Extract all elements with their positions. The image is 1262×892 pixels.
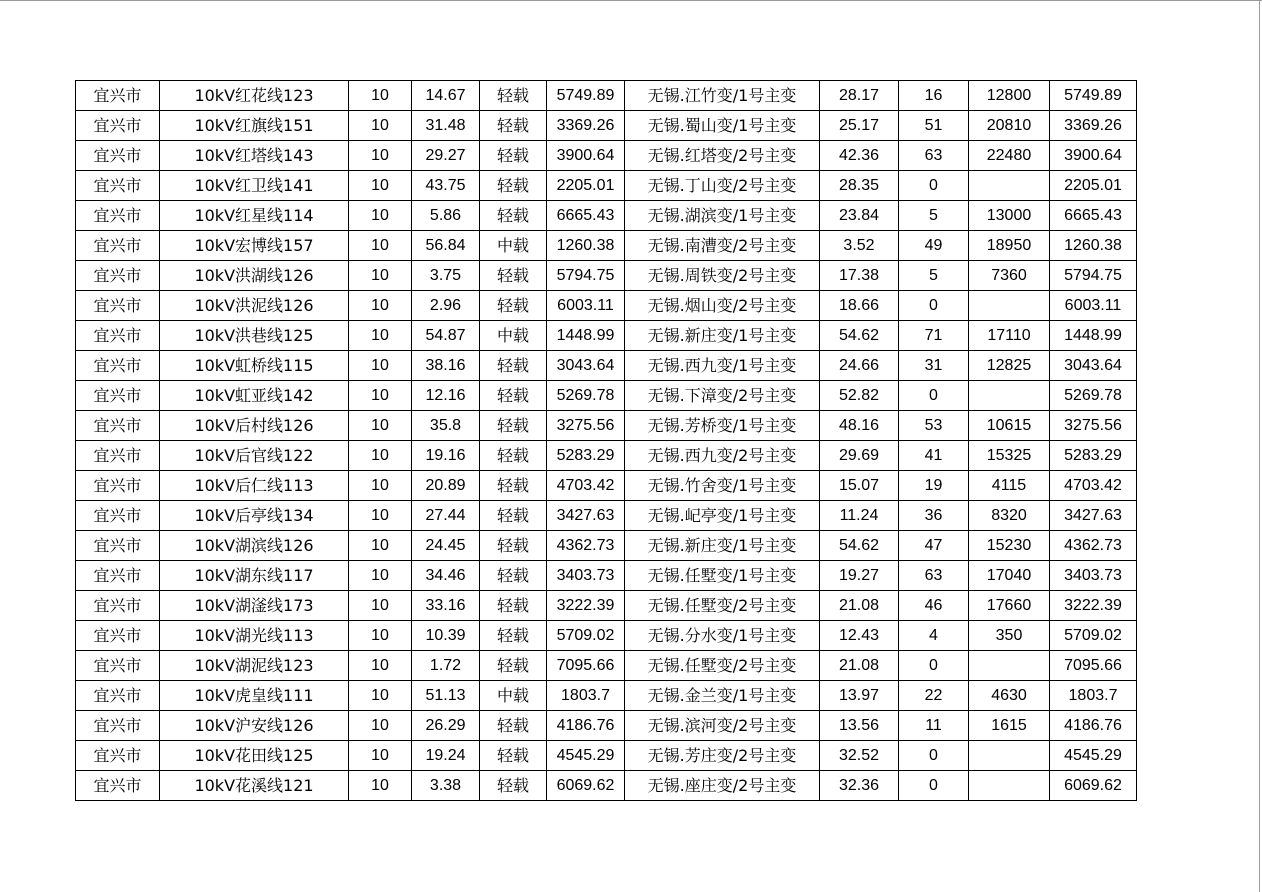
available-capacity-cell: 5794.75 (1050, 261, 1137, 291)
transformer-load-cell: 48.16 (820, 411, 899, 441)
available-capacity-cell: 3900.64 (1050, 141, 1137, 171)
user-count-cell: 16 (899, 81, 969, 111)
capacity-cell: 22480 (969, 141, 1050, 171)
user-count-cell: 51 (899, 111, 969, 141)
capacity-margin-cell: 6003.11 (547, 291, 625, 321)
transformer-cell: 无锡.西九变/1号主变 (625, 351, 820, 381)
voltage-cell: 10 (349, 771, 412, 801)
table-row (76, 411, 1137, 441)
transformer-cell: 无锡.湖滨变/1号主变 (625, 201, 820, 231)
transformer-load-cell: 52.82 (820, 381, 899, 411)
capacity-margin-cell: 5709.02 (547, 621, 625, 651)
load-rate-cell: 26.29 (412, 711, 480, 741)
city-cell: 宜兴市 (76, 321, 160, 351)
user-count-cell: 71 (899, 321, 969, 351)
transformer-cell: 无锡.芳庄变/2号主变 (625, 741, 820, 771)
capacity-cell: 4115 (969, 471, 1050, 501)
capacity-cell: 15230 (969, 531, 1050, 561)
line-name-cell: 10kV后村线126 (160, 411, 349, 441)
line-name-cell: 10kV湖泥线123 (160, 651, 349, 681)
capacity-margin-cell: 1448.99 (547, 321, 625, 351)
table-row (76, 711, 1137, 741)
available-capacity-cell: 2205.01 (1050, 171, 1137, 201)
line-name-cell: 10kV后亭线134 (160, 501, 349, 531)
transformer-load-cell: 17.38 (820, 261, 899, 291)
load-status-cell: 轻载 (480, 111, 547, 141)
available-capacity-cell: 6003.11 (1050, 291, 1137, 321)
transformer-cell: 无锡.竹舍变/1号主变 (625, 471, 820, 501)
load-rate-cell: 19.24 (412, 741, 480, 771)
available-capacity-cell: 1260.38 (1050, 231, 1137, 261)
line-name-cell: 10kV红星线114 (160, 201, 349, 231)
line-name-cell: 10kV花田线125 (160, 741, 349, 771)
table-row (76, 531, 1137, 561)
transformer-cell: 无锡.屺亭变/1号主变 (625, 501, 820, 531)
load-rate-cell: 35.8 (412, 411, 480, 441)
available-capacity-cell: 5709.02 (1050, 621, 1137, 651)
transformer-load-cell: 18.66 (820, 291, 899, 321)
line-name-cell: 10kV红旗线151 (160, 111, 349, 141)
transformer-load-cell: 12.43 (820, 621, 899, 651)
line-name-cell: 10kV湖光线113 (160, 621, 349, 651)
voltage-cell: 10 (349, 441, 412, 471)
load-status-cell: 中载 (480, 231, 547, 261)
transformer-load-cell: 32.36 (820, 771, 899, 801)
available-capacity-cell: 4362.73 (1050, 531, 1137, 561)
user-count-cell: 22 (899, 681, 969, 711)
voltage-cell: 10 (349, 231, 412, 261)
voltage-cell: 10 (349, 171, 412, 201)
city-cell: 宜兴市 (76, 621, 160, 651)
load-status-cell: 轻载 (480, 261, 547, 291)
table-row (76, 681, 1137, 711)
load-status-cell: 轻载 (480, 621, 547, 651)
table-row (76, 291, 1137, 321)
user-count-cell: 4 (899, 621, 969, 651)
capacity-cell: 4630 (969, 681, 1050, 711)
table-row (76, 381, 1137, 411)
load-rate-cell: 2.96 (412, 291, 480, 321)
load-status-cell: 轻载 (480, 561, 547, 591)
available-capacity-cell: 3369.26 (1050, 111, 1137, 141)
capacity-cell: 350 (969, 621, 1050, 651)
voltage-cell: 10 (349, 381, 412, 411)
capacity-margin-cell: 4362.73 (547, 531, 625, 561)
voltage-cell: 10 (349, 111, 412, 141)
transformer-cell: 无锡.蜀山变/1号主变 (625, 111, 820, 141)
page-top-border (0, 0, 1262, 1)
available-capacity-cell: 1803.7 (1050, 681, 1137, 711)
transformer-cell: 无锡.江竹变/1号主变 (625, 81, 820, 111)
transformer-cell: 无锡.新庄变/1号主变 (625, 531, 820, 561)
transformer-load-cell: 32.52 (820, 741, 899, 771)
table-row (76, 561, 1137, 591)
table-row (76, 771, 1137, 801)
transformer-cell: 无锡.南漕变/2号主变 (625, 231, 820, 261)
line-name-cell: 10kV宏博线157 (160, 231, 349, 261)
table-row (76, 591, 1137, 621)
voltage-cell: 10 (349, 321, 412, 351)
load-status-cell: 轻载 (480, 351, 547, 381)
load-rate-cell: 3.75 (412, 261, 480, 291)
transformer-cell: 无锡.周铁变/2号主变 (625, 261, 820, 291)
load-rate-cell: 10.39 (412, 621, 480, 651)
load-rate-cell: 51.13 (412, 681, 480, 711)
user-count-cell: 63 (899, 141, 969, 171)
user-count-cell: 0 (899, 771, 969, 801)
user-count-cell: 5 (899, 261, 969, 291)
voltage-cell: 10 (349, 81, 412, 111)
city-cell: 宜兴市 (76, 651, 160, 681)
capacity-cell (969, 291, 1050, 321)
capacity-cell: 7360 (969, 261, 1050, 291)
city-cell: 宜兴市 (76, 501, 160, 531)
available-capacity-cell: 3043.64 (1050, 351, 1137, 381)
transformer-cell: 无锡.新庄变/1号主变 (625, 321, 820, 351)
voltage-cell: 10 (349, 681, 412, 711)
transformer-cell: 无锡.烟山变/2号主变 (625, 291, 820, 321)
voltage-cell: 10 (349, 561, 412, 591)
capacity-margin-cell: 4545.29 (547, 741, 625, 771)
load-status-cell: 轻载 (480, 441, 547, 471)
table-row (76, 741, 1137, 771)
transformer-cell: 无锡.任墅变/1号主变 (625, 561, 820, 591)
table-row (76, 171, 1137, 201)
capacity-cell: 8320 (969, 501, 1050, 531)
transformer-load-cell: 15.07 (820, 471, 899, 501)
city-cell: 宜兴市 (76, 171, 160, 201)
capacity-margin-cell: 5283.29 (547, 441, 625, 471)
capacity-margin-cell: 5749.89 (547, 81, 625, 111)
voltage-cell: 10 (349, 621, 412, 651)
load-status-cell: 轻载 (480, 381, 547, 411)
capacity-margin-cell: 3369.26 (547, 111, 625, 141)
load-status-cell: 轻载 (480, 171, 547, 201)
line-name-cell: 10kV红卫线141 (160, 171, 349, 201)
capacity-cell (969, 171, 1050, 201)
transformer-cell: 无锡.金兰变/1号主变 (625, 681, 820, 711)
load-rate-cell: 27.44 (412, 501, 480, 531)
user-count-cell: 53 (899, 411, 969, 441)
user-count-cell: 63 (899, 561, 969, 591)
transformer-load-cell: 28.35 (820, 171, 899, 201)
user-count-cell: 0 (899, 291, 969, 321)
load-rate-cell: 20.89 (412, 471, 480, 501)
transformer-cell: 无锡.任墅变/2号主变 (625, 591, 820, 621)
city-cell: 宜兴市 (76, 141, 160, 171)
load-rate-cell: 31.48 (412, 111, 480, 141)
voltage-cell: 10 (349, 141, 412, 171)
capacity-cell: 17110 (969, 321, 1050, 351)
user-count-cell: 5 (899, 201, 969, 231)
user-count-cell: 0 (899, 741, 969, 771)
table-row (76, 501, 1137, 531)
capacity-margin-cell: 3900.64 (547, 141, 625, 171)
city-cell: 宜兴市 (76, 261, 160, 291)
city-cell: 宜兴市 (76, 411, 160, 441)
load-status-cell: 轻载 (480, 771, 547, 801)
available-capacity-cell: 4545.29 (1050, 741, 1137, 771)
transformer-cell: 无锡.下漳变/2号主变 (625, 381, 820, 411)
line-name-cell: 10kV花溪线121 (160, 771, 349, 801)
table-row (76, 201, 1137, 231)
load-status-cell: 中载 (480, 321, 547, 351)
capacity-margin-cell: 6069.62 (547, 771, 625, 801)
load-rate-cell: 19.16 (412, 441, 480, 471)
transformer-load-cell: 21.08 (820, 651, 899, 681)
city-cell: 宜兴市 (76, 591, 160, 621)
transformer-load-cell: 28.17 (820, 81, 899, 111)
city-cell: 宜兴市 (76, 351, 160, 381)
user-count-cell: 0 (899, 381, 969, 411)
capacity-margin-cell: 3275.56 (547, 411, 625, 441)
transformer-cell: 无锡.西九变/2号主变 (625, 441, 820, 471)
available-capacity-cell: 3403.73 (1050, 561, 1137, 591)
city-cell: 宜兴市 (76, 441, 160, 471)
available-capacity-cell: 5283.29 (1050, 441, 1137, 471)
table-row (76, 141, 1137, 171)
transformer-load-cell: 13.56 (820, 711, 899, 741)
load-status-cell: 轻载 (480, 471, 547, 501)
city-cell: 宜兴市 (76, 201, 160, 231)
capacity-margin-cell: 3403.73 (547, 561, 625, 591)
transformer-cell: 无锡.丁山变/2号主变 (625, 171, 820, 201)
transformer-load-cell: 19.27 (820, 561, 899, 591)
capacity-margin-cell: 6665.43 (547, 201, 625, 231)
load-rate-cell: 29.27 (412, 141, 480, 171)
load-status-cell: 轻载 (480, 81, 547, 111)
load-rate-cell: 14.67 (412, 81, 480, 111)
capacity-margin-cell: 1803.7 (547, 681, 625, 711)
line-name-cell: 10kV洪巷线125 (160, 321, 349, 351)
transformer-cell: 无锡.红塔变/2号主变 (625, 141, 820, 171)
city-cell: 宜兴市 (76, 471, 160, 501)
page-right-border (1259, 0, 1260, 892)
table-row (76, 471, 1137, 501)
capacity-margin-cell: 5269.78 (547, 381, 625, 411)
line-name-cell: 10kV洪泥线126 (160, 291, 349, 321)
load-rate-cell: 12.16 (412, 381, 480, 411)
transformer-cell: 无锡.芳桥变/1号主变 (625, 411, 820, 441)
table-row (76, 321, 1137, 351)
feeder-load-table (75, 80, 1137, 801)
capacity-margin-cell: 1260.38 (547, 231, 625, 261)
user-count-cell: 31 (899, 351, 969, 381)
load-rate-cell: 33.16 (412, 591, 480, 621)
user-count-cell: 11 (899, 711, 969, 741)
available-capacity-cell: 5269.78 (1050, 381, 1137, 411)
transformer-load-cell: 54.62 (820, 321, 899, 351)
load-rate-cell: 34.46 (412, 561, 480, 591)
load-status-cell: 轻载 (480, 651, 547, 681)
table-row (76, 81, 1137, 111)
load-status-cell: 轻载 (480, 741, 547, 771)
available-capacity-cell: 4186.76 (1050, 711, 1137, 741)
city-cell: 宜兴市 (76, 741, 160, 771)
available-capacity-cell: 3222.39 (1050, 591, 1137, 621)
available-capacity-cell: 5749.89 (1050, 81, 1137, 111)
load-rate-cell: 1.72 (412, 651, 480, 681)
load-rate-cell: 5.86 (412, 201, 480, 231)
table-row (76, 111, 1137, 141)
voltage-cell: 10 (349, 591, 412, 621)
voltage-cell: 10 (349, 261, 412, 291)
available-capacity-cell: 3275.56 (1050, 411, 1137, 441)
line-name-cell: 10kV虹桥线115 (160, 351, 349, 381)
capacity-cell: 15325 (969, 441, 1050, 471)
capacity-cell: 18950 (969, 231, 1050, 261)
capacity-cell: 10615 (969, 411, 1050, 441)
load-rate-cell: 3.38 (412, 771, 480, 801)
load-rate-cell: 43.75 (412, 171, 480, 201)
table-row (76, 261, 1137, 291)
line-name-cell: 10kV后官线122 (160, 441, 349, 471)
capacity-margin-cell: 5794.75 (547, 261, 625, 291)
user-count-cell: 19 (899, 471, 969, 501)
table-row (76, 651, 1137, 681)
load-status-cell: 轻载 (480, 711, 547, 741)
capacity-cell: 20810 (969, 111, 1050, 141)
user-count-cell: 46 (899, 591, 969, 621)
transformer-cell: 无锡.任墅变/2号主变 (625, 651, 820, 681)
transformer-load-cell: 29.69 (820, 441, 899, 471)
city-cell: 宜兴市 (76, 291, 160, 321)
capacity-cell: 1615 (969, 711, 1050, 741)
line-name-cell: 10kV湖东线117 (160, 561, 349, 591)
voltage-cell: 10 (349, 351, 412, 381)
load-status-cell: 轻载 (480, 411, 547, 441)
capacity-margin-cell: 2205.01 (547, 171, 625, 201)
transformer-load-cell: 24.66 (820, 351, 899, 381)
transformer-cell: 无锡.座庄变/2号主变 (625, 771, 820, 801)
capacity-margin-cell: 4703.42 (547, 471, 625, 501)
table-row (76, 441, 1137, 471)
load-rate-cell: 54.87 (412, 321, 480, 351)
capacity-cell (969, 771, 1050, 801)
line-name-cell: 10kV湖滏线173 (160, 591, 349, 621)
transformer-load-cell: 42.36 (820, 141, 899, 171)
city-cell: 宜兴市 (76, 681, 160, 711)
city-cell: 宜兴市 (76, 81, 160, 111)
voltage-cell: 10 (349, 531, 412, 561)
table-body (76, 81, 1137, 801)
line-name-cell: 10kV洪湖线126 (160, 261, 349, 291)
city-cell: 宜兴市 (76, 711, 160, 741)
available-capacity-cell: 6069.62 (1050, 771, 1137, 801)
capacity-cell: 17660 (969, 591, 1050, 621)
load-rate-cell: 38.16 (412, 351, 480, 381)
available-capacity-cell: 1448.99 (1050, 321, 1137, 351)
line-name-cell: 10kV虎皇线111 (160, 681, 349, 711)
transformer-load-cell: 54.62 (820, 531, 899, 561)
available-capacity-cell: 3427.63 (1050, 501, 1137, 531)
voltage-cell: 10 (349, 501, 412, 531)
available-capacity-cell: 7095.66 (1050, 651, 1137, 681)
load-rate-cell: 56.84 (412, 231, 480, 261)
capacity-margin-cell: 4186.76 (547, 711, 625, 741)
line-name-cell: 10kV红塔线143 (160, 141, 349, 171)
city-cell: 宜兴市 (76, 381, 160, 411)
user-count-cell: 47 (899, 531, 969, 561)
transformer-load-cell: 23.84 (820, 201, 899, 231)
available-capacity-cell: 6665.43 (1050, 201, 1137, 231)
city-cell: 宜兴市 (76, 231, 160, 261)
capacity-cell: 12825 (969, 351, 1050, 381)
user-count-cell: 0 (899, 171, 969, 201)
capacity-cell (969, 651, 1050, 681)
load-status-cell: 轻载 (480, 501, 547, 531)
transformer-cell: 无锡.分水变/1号主变 (625, 621, 820, 651)
voltage-cell: 10 (349, 291, 412, 321)
load-status-cell: 轻载 (480, 141, 547, 171)
transformer-load-cell: 13.97 (820, 681, 899, 711)
transformer-load-cell: 25.17 (820, 111, 899, 141)
city-cell: 宜兴市 (76, 771, 160, 801)
voltage-cell: 10 (349, 741, 412, 771)
capacity-margin-cell: 3043.64 (547, 351, 625, 381)
load-status-cell: 轻载 (480, 201, 547, 231)
user-count-cell: 41 (899, 441, 969, 471)
line-name-cell: 10kV后仁线113 (160, 471, 349, 501)
capacity-margin-cell: 7095.66 (547, 651, 625, 681)
load-status-cell: 轻载 (480, 531, 547, 561)
capacity-cell: 12800 (969, 81, 1050, 111)
city-cell: 宜兴市 (76, 561, 160, 591)
table-row (76, 351, 1137, 381)
capacity-margin-cell: 3427.63 (547, 501, 625, 531)
user-count-cell: 36 (899, 501, 969, 531)
line-name-cell: 10kV虹亚线142 (160, 381, 349, 411)
city-cell: 宜兴市 (76, 531, 160, 561)
transformer-cell: 无锡.滨河变/2号主变 (625, 711, 820, 741)
capacity-cell (969, 381, 1050, 411)
capacity-cell: 17040 (969, 561, 1050, 591)
transformer-load-cell: 21.08 (820, 591, 899, 621)
user-count-cell: 49 (899, 231, 969, 261)
line-name-cell: 10kV沪安线126 (160, 711, 349, 741)
line-name-cell: 10kV红花线123 (160, 81, 349, 111)
available-capacity-cell: 4703.42 (1050, 471, 1137, 501)
city-cell: 宜兴市 (76, 111, 160, 141)
transformer-load-cell: 11.24 (820, 501, 899, 531)
voltage-cell: 10 (349, 711, 412, 741)
voltage-cell: 10 (349, 651, 412, 681)
load-rate-cell: 24.45 (412, 531, 480, 561)
user-count-cell: 0 (899, 651, 969, 681)
line-name-cell: 10kV湖滨线126 (160, 531, 349, 561)
load-status-cell: 中载 (480, 681, 547, 711)
transformer-load-cell: 3.52 (820, 231, 899, 261)
voltage-cell: 10 (349, 411, 412, 441)
capacity-margin-cell: 3222.39 (547, 591, 625, 621)
voltage-cell: 10 (349, 471, 412, 501)
load-status-cell: 轻载 (480, 291, 547, 321)
voltage-cell: 10 (349, 201, 412, 231)
load-status-cell: 轻载 (480, 591, 547, 621)
table-row (76, 231, 1137, 261)
capacity-cell (969, 741, 1050, 771)
table-row (76, 621, 1137, 651)
capacity-cell: 13000 (969, 201, 1050, 231)
